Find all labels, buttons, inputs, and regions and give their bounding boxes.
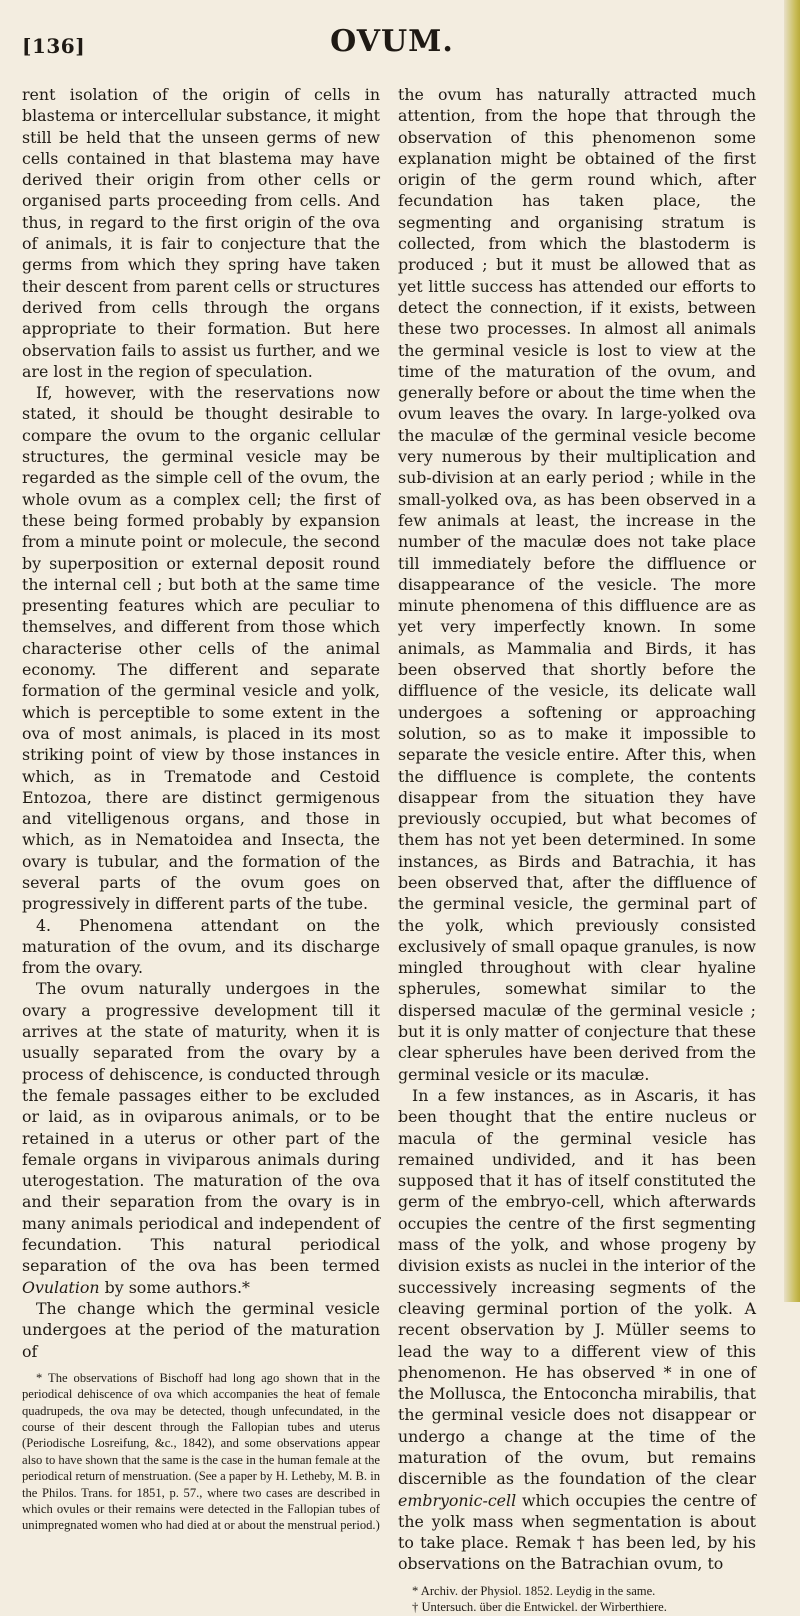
paragraph	[22, 978, 380, 1297]
page-edge	[784, 0, 800, 1302]
paragraph: If, however, with the reservations now stated, it should be thought desirable to compare the ovum to the organic cellular structures, the germinal vesicle may be regarded as the simple cell of the ovum, the whole ovum as a complex cell; the first of these being formed probably by expansion from a minute point or molecule, the second by superposition or external deposit round the internal cell ; but both at the same time presenting features which are peculiar to themselves, and different from those which characterise other cells of the animal economy. The different and separate formation of the germinal vesicle and yolk, which is perceptible to some extent in the ova of most animals, is placed in its most striking point of view by those instances in which, as in Trematode and Cestoid Entozoa, there are distinct germigenous and vitelligenous organs, and those in which, as in Nematoidea and Insecta, the ovary is tubular, and the formation of the several parts of the ovum goes on progressively in different parts of the tube.	[22, 383, 380, 914]
right-column	[398, 84, 756, 1616]
paragraph: The change which the germinal vesicle undergoes at the period of the maturation of	[22, 1298, 380, 1361]
paragraph-text: In a few instances, as in Ascaris, it has been thought that the entire nucleus or macula of the germinal vesicle has remained undivided, and it has been supposed that it has of itself constituted the germ of the embryo-cell, which afterwards occupies the centre of the first segmenting mass of the yolk, and whose progeny by division exists as nuclei in the interior of the successively increasing segments of the cleaving germinal portion of the yolk. A recent observation by J. Müller seems to lead the way to a different view of this phenomenon. He has observed * in one of the Mollusca, the Entoconcha mirabilis, that the germinal vesicle does not disappear or undergo a change at the time of the maturation of the ovum, but remains discernible as the foundation of the clear	[398, 1085, 756, 1489]
italic-term: embryonic-cell	[398, 1490, 517, 1510]
section-heading: 4. Phenomena attendant on the maturation of the ovum, and its discharge from the ovary.	[22, 915, 380, 978]
page-title: OVUM.	[330, 24, 454, 59]
footnotes	[398, 1583, 756, 1616]
footnote: † Untersuch. über die Entwickel. der Wirberthiere.	[412, 1600, 667, 1615]
paragraph-text: The ovum naturally undergoes in the ovary a progressive development till it arrives at the state of maturity, when it is usually separated from the ovary by a process of dehiscence, is conducted through the female passages either to be excluded or laid, as in oviparous animals, or to be retained in a uterus or other part of the female organs in viviparous animals during uterogestation. The maturation of the ova and their separation from the ovary is in many animals periodical and independent of fecundation. This natural periodical separation of the ova has been termed	[22, 979, 380, 1276]
paragraph-text: which occupies the centre of the yolk mass when segmentation is about to take place. Remak † has been led, by his observations on the Batrachian ovum, to	[398, 1490, 756, 1574]
paragraph-text: by some authors.*	[104, 1277, 250, 1297]
paragraph: rent isolation of the origin of cells in blastema or intercellular substance, it might still be held that the unseen germs of new cells contained in that blastema may have derived their origin from other cells or organised parts proceeding from cells. And thus, in regard to the first origin of the ova of animals, it is fair to conjecture that the germs from which they spring have taken their descent from parent cells or structures derived from cells through the organs appropriate to their formation. But here observation fails to assist us further, and we are lost in the region of speculation.	[22, 85, 380, 381]
page-number: [136]	[22, 34, 86, 58]
footnote: * The observations of Bischoff had long ago shown that in the periodical dehiscence of ova which accompanies the heat of female quadrupeds, the ova may be detected, though unfecundated, in the course of their descent through the Fallopian tubes and uterus (Periodische Losreifung, &c., 1842), and some observations appear also to have shown that the same is the case in the human female at the periodical return of menstruation. (See a paper by H. Letheby, M. B. in the Philos. Trans. for 1851, p. 57., where two cases are described in which ovules or their remains were detected in the Fallopian tubes of unimpregnated women who had died at or about the menstrual period.)	[22, 1370, 380, 1533]
footnotes	[22, 1370, 380, 1534]
footnote: * Archiv. der Physiol. 1852. Leydig in the same.	[412, 1583, 656, 1598]
italic-term: Ovulation	[22, 1277, 100, 1297]
paragraph: the ovum has naturally attracted much attention, from the hope that through the observation of this phenomenon some explanation might be obtained of the first origin of the germ round which, after fecundation has taken place, the segmenting and organising stratum is collected, from which the blastoderm is produced ; but it must be allowed that as yet little success has attended our efforts to detect the connection, if it exists, between these two processes. In almost all animals the germinal vesicle is lost to view at the time of the maturation of the ovum, and generally before or about the time when the ovum leaves the ovary. In large-yolked ova the maculæ of the germinal vesicle become very numerous by their multiplication and sub-division at an early period ; while in the small-yolked ova, as has been observed in a few animals at least, the increase in the number of the maculæ does not take place till immediately before the diffluence or disappearance of the vesicle. The more minute phenomena of this diffluence are as yet very imperfectly known. In some animals, as Mammalia and Birds, it has been observed that shortly before the diffluence of the vesicle, its delicate wall undergoes a softening or approaching solution, so as to make it impossible to separate the vesicle entire. After this, when the diffluence is complete, the contents disappear from the situation they have previously occupied, but what becomes of them has not yet been determined. In some instances, as Birds and Batrachia, it has been observed that, after the diffluence of the germinal vesicle, the germinal part of the yolk, which previously consisted exclusively of small opaque granules, is now mingled throughout with clear hyaline spherules, somewhat similar to the dispersed maculæ of the germinal vesicle ; but it is only matter of conjecture that these clear spherules have been derived from the germinal vesicle or its maculæ.	[398, 85, 756, 1084]
left-column	[22, 84, 380, 1534]
paragraph	[398, 1085, 756, 1575]
